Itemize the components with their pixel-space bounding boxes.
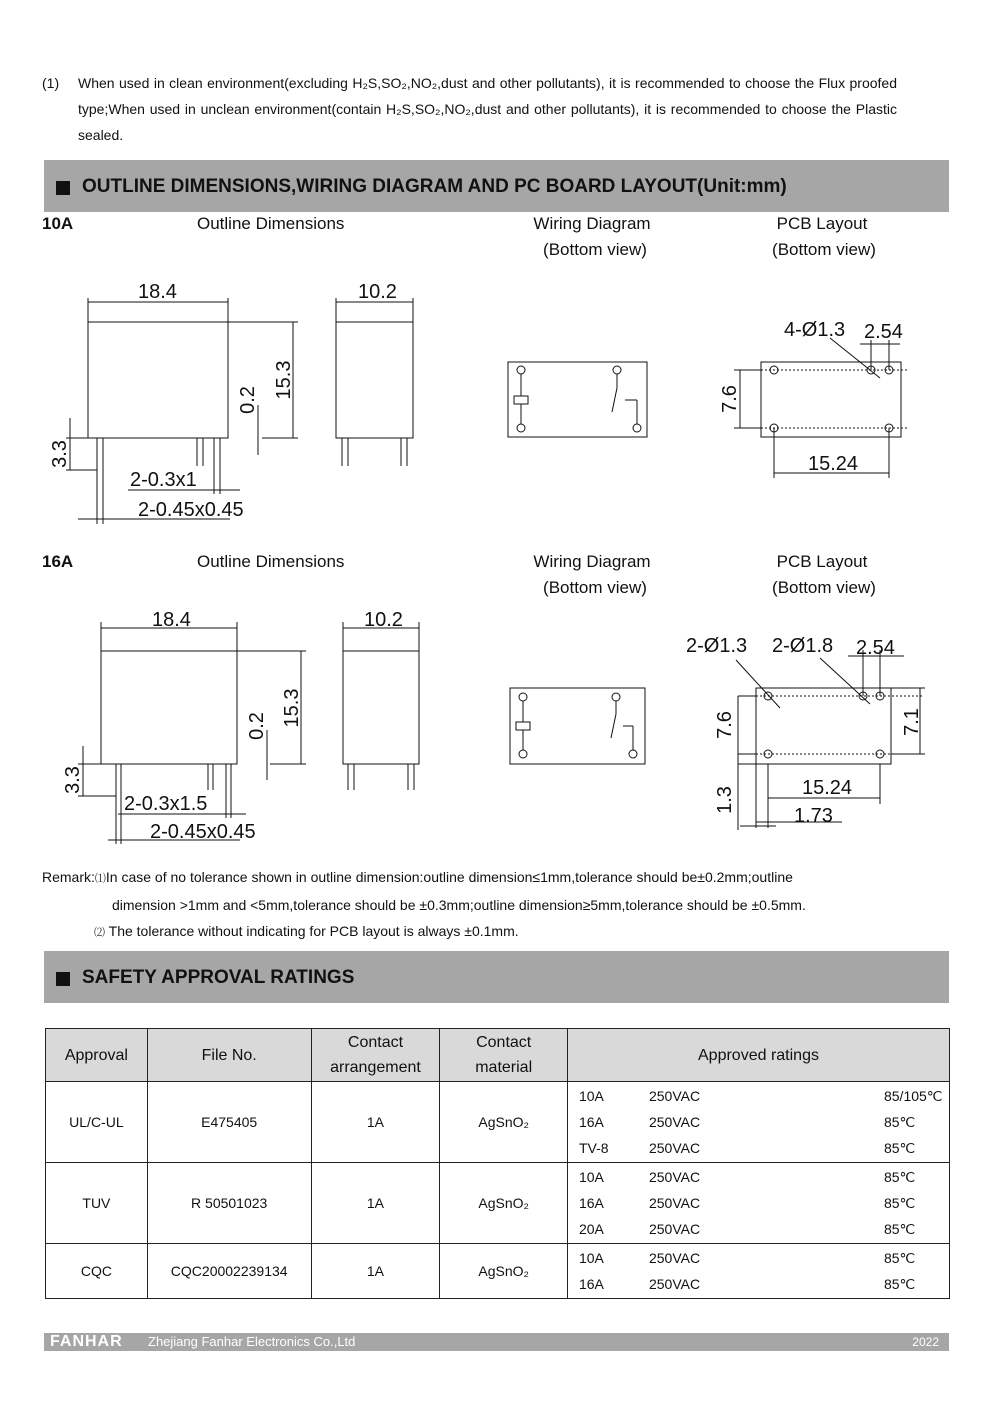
dim-width: 18.4: [152, 609, 191, 631]
relay-side-body: [343, 651, 419, 764]
drawing-10a: [0, 270, 993, 530]
dim-gap: 0.2: [246, 712, 268, 740]
outline-label-10a: Outline Dimensions: [197, 214, 345, 233]
header-approved-ratings: Approved ratings: [567, 1029, 949, 1082]
dim-pin-length: 3.3: [62, 766, 84, 794]
safety-approval-table: [45, 1028, 950, 1299]
rating-line: 16A 250VAC 85℃: [578, 1113, 916, 1130]
pcb-layout-10a: [761, 362, 901, 437]
dim-pin-b: 2-0.45x0.45: [138, 499, 244, 521]
dim-depth: 10.2: [358, 281, 397, 303]
wiring-sub-10a: (Bottom view): [543, 240, 647, 259]
dim-gap: 0.2: [237, 386, 259, 414]
drawing-16a: [0, 600, 993, 850]
dim-row-pitch: 7.6: [714, 711, 736, 739]
dim-row-pitch: 7.6: [719, 385, 741, 413]
dim-pin-a: 2-0.3x1: [130, 469, 197, 491]
approval-cell: CQC: [46, 1244, 148, 1299]
header-contact-material: Contact material: [440, 1029, 568, 1082]
tolerance-remark: [42, 864, 922, 946]
file-cell: R 50501023: [147, 1163, 311, 1244]
pcb-sub-16a: (Bottom view): [772, 578, 876, 597]
relay-front-body: [101, 651, 237, 764]
table-row: [46, 1082, 950, 1163]
dim-holes: 4-Ø1.3: [784, 319, 846, 341]
square-bullet-icon: [56, 972, 70, 986]
section-header-dimensions: [44, 160, 949, 212]
material-cell: AgSnO₂: [440, 1082, 568, 1163]
dim-holes-a: 2-Ø1.3: [686, 635, 748, 657]
arrangement-cell: 1A: [311, 1244, 440, 1299]
ratings-cell: [567, 1082, 949, 1163]
dim-height: 15.3: [273, 360, 295, 400]
dim-pitch-small: 2.54: [864, 321, 903, 343]
company-logo: FANHAR: [50, 1333, 123, 1350]
ratings-cell: [567, 1163, 949, 1244]
header-contact-arrangement: Contact arrangement: [311, 1029, 440, 1082]
dim-col-pitch: 15.24: [802, 777, 853, 799]
rating-line: 10A 250VAC 85℃: [578, 1168, 916, 1185]
remark-line-1: In case of no tolerance shown in outline dimension:outline dimension≤1mm,tolerance should be±0.2mm;outline: [105, 869, 793, 885]
dim-pin-a: 2-0.3x1.5: [124, 793, 208, 815]
dim-width: 18.4: [138, 281, 177, 303]
dim-offset-2: 1.73: [794, 805, 833, 827]
remark-num-1: ⑴: [94, 872, 106, 885]
note-text: When used in clean environment(excluding H₂S,SO₂,NO₂,dust and other pollutants), it is recommended to choose the Flux proofed type;When used in unclean environment(contain H₂S,SO₂,NO₂,dust and other pollutants), it is recommended to choose the Plastic sealed.: [78, 75, 897, 143]
header-file-no: File No.: [147, 1029, 311, 1082]
application-note: [42, 70, 897, 148]
section-title: OUTLINE DIMENSIONS,WIRING DIAGRAM AND PC BOARD LAYOUT(Unit:mm): [82, 176, 787, 197]
remark-num-2: ⑵: [94, 926, 105, 939]
company-name: Zhejiang Fanhar Electronics Co.,Ltd: [148, 1334, 356, 1349]
approval-cell: TUV: [46, 1163, 148, 1244]
dim-row-pitch-2: 7.1: [901, 708, 923, 736]
relay-front-body: [88, 322, 228, 438]
rating-line: 10A 250VAC 85℃: [578, 1249, 916, 1266]
rating-line: 16A 250VAC 85℃: [578, 1194, 916, 1211]
table-row: [46, 1244, 950, 1299]
arrangement-cell: 1A: [311, 1163, 440, 1244]
square-bullet-icon: [56, 181, 70, 195]
dim-holes-b: 2-Ø1.8: [772, 635, 834, 657]
remark-line-2: dimension >1mm and <5mm,tolerance should be ±0.3mm;outline dimension≥5mm,tolerance should be ±0.5mm.: [112, 897, 806, 913]
table-row: [46, 1163, 950, 1244]
pcb-layout-16a: [756, 688, 891, 764]
dim-depth: 10.2: [364, 609, 403, 631]
remark-label: Remark:: [42, 869, 95, 885]
ratings-cell: [567, 1244, 949, 1299]
dim-height: 15.3: [281, 688, 303, 728]
relay-side-body: [336, 322, 413, 438]
dim-pin-b: 2-0.45x0.45: [150, 821, 256, 843]
dim-offset: 1.3: [714, 786, 736, 814]
pcb-label-10a: PCB Layout: [776, 214, 868, 233]
wiring-label-10a: Wiring Diagram: [533, 214, 651, 233]
note-number: (1): [42, 75, 60, 91]
wiring-label-16a: Wiring Diagram: [533, 552, 651, 571]
section-title: SAFETY APPROVAL RATINGS: [82, 967, 355, 988]
model-label-16a: 16A: [42, 552, 74, 571]
section-header-safety: [44, 951, 949, 1003]
material-cell: AgSnO₂: [440, 1244, 568, 1299]
rating-line: 16A 250VAC 85℃: [578, 1275, 916, 1292]
pcb-label-16a: PCB Layout: [776, 552, 868, 571]
dim-col-pitch: 15.24: [808, 453, 859, 475]
material-cell: AgSnO₂: [440, 1163, 568, 1244]
rating-line: 10A 250VAC 85/105℃: [578, 1087, 943, 1104]
remark-line-3: The tolerance without indicating for PCB layout is always ±0.1mm.: [108, 923, 519, 939]
table-header-row: [46, 1029, 950, 1082]
rating-line: 20A 250VAC 85℃: [578, 1220, 916, 1237]
arrangement-cell: 1A: [311, 1082, 440, 1163]
footer-year: 2022: [912, 1335, 939, 1349]
file-cell: E475405: [147, 1082, 311, 1163]
file-cell: CQC20002239134: [147, 1244, 311, 1299]
header-approval: Approval: [46, 1029, 148, 1082]
outline-label-16a: Outline Dimensions: [197, 552, 345, 571]
dim-pitch-small: 2.54: [856, 637, 895, 659]
dim-pin-length: 3.3: [49, 440, 71, 468]
approval-cell: UL/C-UL: [46, 1082, 148, 1163]
model-label-10a: 10A: [42, 214, 74, 233]
page-footer: [44, 1333, 949, 1351]
rating-line: TV-8 250VAC 85℃: [578, 1139, 916, 1156]
wiring-sub-16a: (Bottom view): [543, 578, 647, 597]
pcb-sub-10a: (Bottom view): [772, 240, 876, 259]
